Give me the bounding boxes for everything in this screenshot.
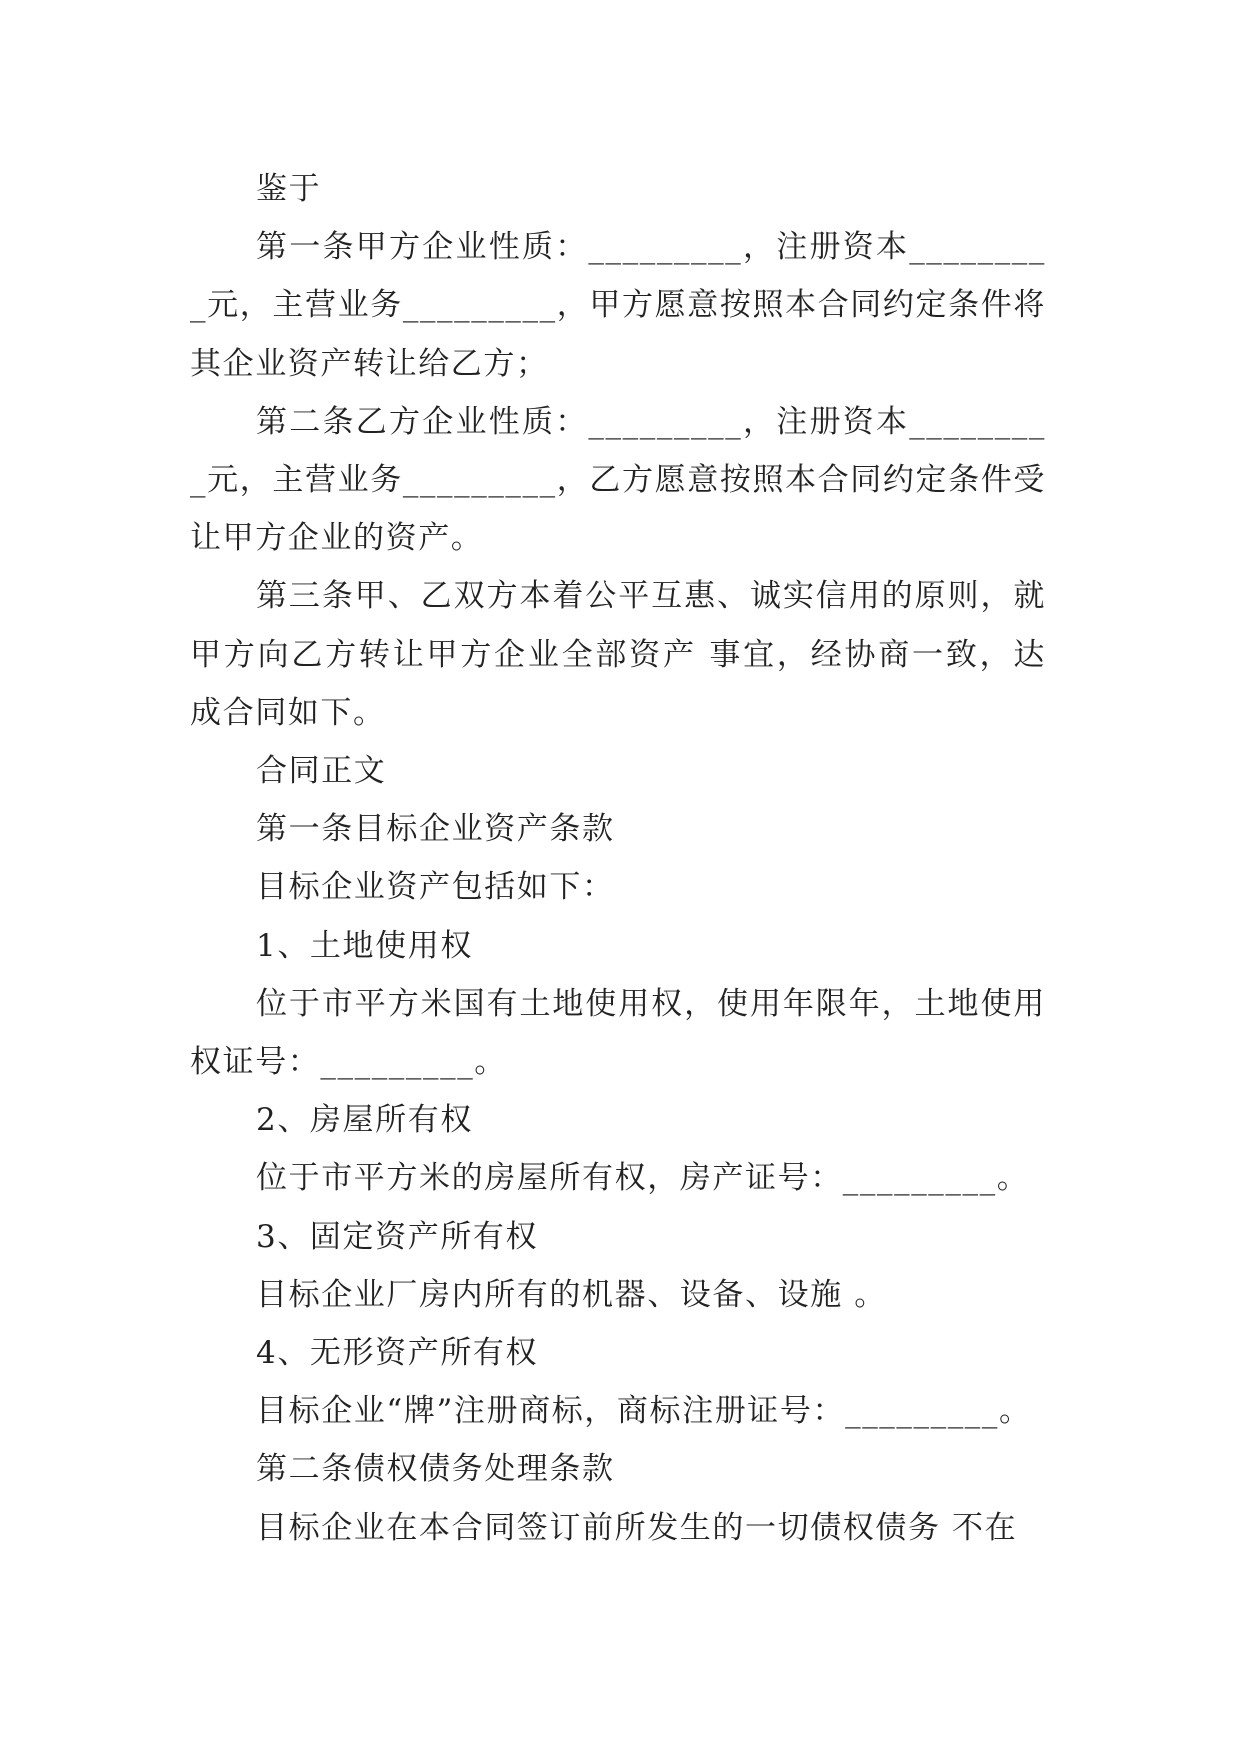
paragraph-party-b-info: 第二条乙方企业性质：_________，注册资本_________元，主营业务_________，乙方愿意按照本合同约定条件受让甲方企业的资产。 xyxy=(190,403,1046,557)
heading-article-1: 第一条目标企业资产条款 xyxy=(256,811,615,848)
paragraph-fixed-assets-detail: 目标企业厂房内所有的机器、设备、设施 。 xyxy=(256,1276,887,1313)
paragraph-trademark-detail: 目标企业“牌”注册商标，商标注册证号：_________。 xyxy=(256,1393,1032,1430)
paragraph-debts: 目标企业在本合同签订前所发生的一切债权债务 不在 xyxy=(256,1509,1018,1546)
paragraph-principles: 第三条甲、乙双方本着公平互惠、诚实信用的原则，就甲方向乙方转让甲方企业全部资产 事宜，经协商一致，达成合同如下。 xyxy=(190,578,1046,731)
paragraph-party-a-info: 第一条甲方企业性质：_________，注册资本_________元，主营业务_________，甲方愿意按照本合同约定条件将其企业资产转让给乙方； xyxy=(190,229,1046,382)
paragraph-house-detail: 位于市平方米的房屋所有权，房产证号：_________。 xyxy=(256,1160,1030,1197)
item-land-use-right: 1、土地使用权 xyxy=(256,927,473,964)
heading-contract-text: 合同正文 xyxy=(256,753,387,790)
paragraph-land-detail: 位于市平方米国有土地使用权，使用年限年，土地使用权证号：_________。 xyxy=(190,985,1046,1081)
item-fixed-assets: 3、固定资产所有权 xyxy=(256,1218,539,1255)
item-house-ownership: 2、房屋所有权 xyxy=(256,1102,473,1139)
contract-body xyxy=(190,160,1046,1557)
heading-article-2: 第二条债权债务处理条款 xyxy=(256,1451,615,1488)
paragraph-assets-include: 目标企业资产包括如下： xyxy=(256,869,615,906)
item-intangible-assets: 4、无形资产所有权 xyxy=(256,1335,539,1372)
paragraph-whereas: 鉴于 xyxy=(256,171,322,207)
